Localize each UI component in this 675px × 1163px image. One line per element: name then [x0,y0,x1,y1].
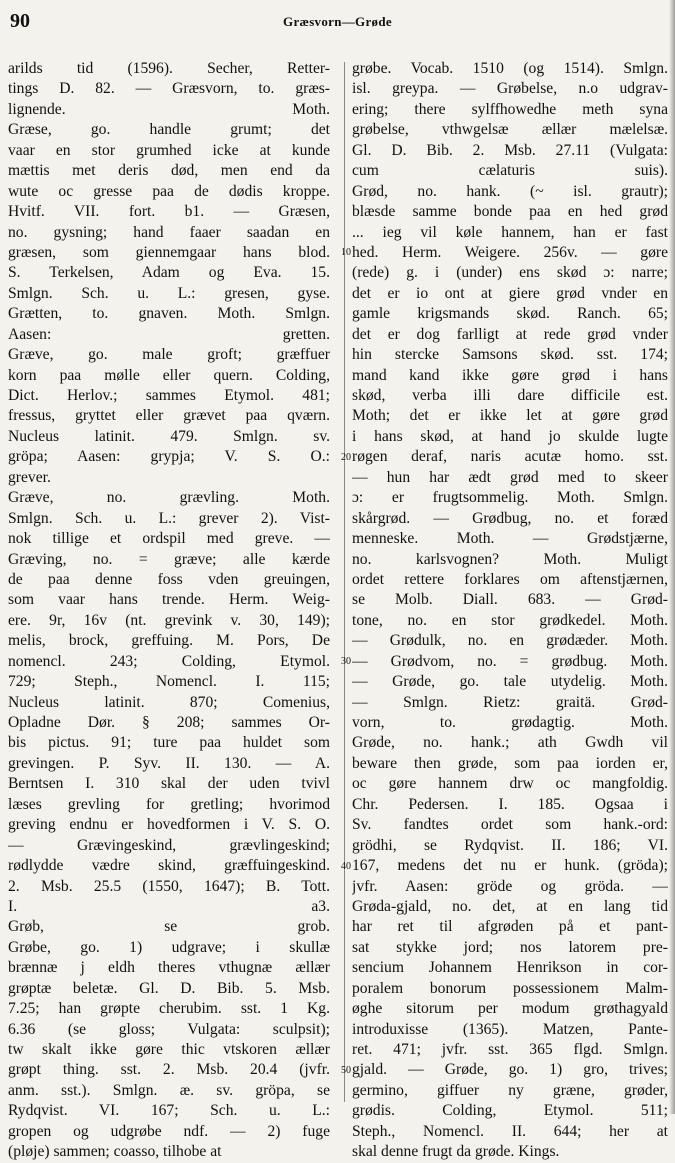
text-line: Aasen: gretten. [8,325,330,343]
text-line: Grøde, no. hank.; ath Gwdh vil [352,734,668,752]
text-line: Sv. fandtes ordet som hank.-ord: [352,816,668,834]
text-line: har ret til afgrøden på et pant- [352,918,668,936]
text-line: beware then grøde, som paa iorden er, [352,754,668,772]
text-line: sat stykke jord; nos latorem pre- [352,938,668,956]
text-line: germino, giffuer ny græne, grøder, [352,1081,668,1099]
text-line: ere. 9r, 16v (nt. grevink v. 30, 149); [8,611,330,629]
text-line: introduxisse (1365). Matzen, Pante- [352,1020,668,1038]
text-line: Chr. Pedersen. I. 185. Ogsaa i [352,795,668,813]
text-line: gjald. — Grøde, go. 1) gro, trives; [352,1061,668,1079]
text-line: skal denne frugt da grøde. Kings. [352,1143,560,1161]
text-line: Hvitf. VII. fort. b1. — Græsen, [8,203,330,221]
text-line: øghe sitorum per modum grøthagyald [352,1000,668,1018]
text-line: Grøb, se grob. [8,918,330,936]
text-line: grevingen. P. Syv. II. 130. — A. [8,754,330,772]
text-line: Nucleus latinit. 479. Smlgn. sv. [8,427,330,445]
text-line: arilds tid (1596). Secher, Retter- [8,60,330,77]
text-line: lignende. Moth. [8,100,330,118]
text-line: Græse, go. handle grumt; det [8,121,330,139]
text-line: tone, no. en stor grødkedel. Moth. [352,611,668,629]
text-line: Steph., Nomencl. II. 644; her at [352,1122,668,1140]
line-number: 30 [341,656,351,668]
text-line: røgen deraf, naris acutæ homo. sst. [352,448,668,466]
text-line: — Grøde, go. tale utydelig. Moth. [352,673,668,691]
text-line: grødis. Colding, Etymol. 511; [352,1102,668,1120]
text-line: gropen og udgrøbe ndf. — 2) fuge [8,1122,330,1140]
text-line: — Grødulk, no. en grødæder. Moth. [352,632,668,650]
text-line: Græve, go. male groft; græffuer [8,346,330,364]
text-line: ering; there sylffhowedhe meth syna [352,100,668,118]
text-line: Berntsen I. 310 skal der uden tvivl [8,775,330,793]
page-edge-shadow [669,0,675,1114]
column-divider [344,62,345,1102]
text-line: — Grævingeskind, grævlingeskind; [8,836,330,854]
text-line: sencium Johannem Henrikson in cor- [352,959,668,977]
text-line: grøbelse, vthwgelsæ ællær mælelsæ. [352,121,668,139]
text-line: — hun har ædt grød med to skeer [352,468,668,486]
text-line: no. karlsvognen? Moth. Muligt [352,550,668,568]
text-line: Smlgn. Sch. u. L.: gresen, gyse. [8,284,330,302]
text-line: (pløje) sammen; coasso, tilhobe at [8,1143,222,1161]
text-line: se Molb. Diall. 683. — Grød- [352,591,668,609]
text-line: grödhi, se Rydqvist. II. 186; VI. [352,836,668,854]
text-line: gröpa; Aasen: grypja; V. S. O.: [8,448,330,466]
text-line: poralem bonorum possessionem Malm- [352,979,668,997]
text-line: grøptæ beletæ. Gl. D. Bib. 5. Msb. [8,979,330,997]
text-line: Gl. D. Bib. 2. Msb. 27.11 (Vulgata: [352,141,668,159]
text-line: Moth; det er ikke let at gøre grød [352,407,668,425]
text-line: de paa denne foss vden greuingen, [8,570,330,588]
text-line: Opladne Dør. § 208; sammes Or- [8,714,330,731]
line-number: 20 [341,451,351,463]
text-line: I. a3. [8,897,330,915]
text-line: hin stercke Samsons skød. sst. 174; [352,346,668,364]
text-line: læses grevling for gretling; hvorimod [8,795,330,813]
text-line: ret. 471; jvfr. sst. 365 flgd. Smlgn. [352,1041,668,1058]
right-column [352,59,668,1163]
text-line: Grød, no. hank. (~ isl. grautr); [352,182,668,200]
text-line: fressus, gryttet eller grævet paa qværn. [8,407,330,425]
text-line: greving endnu er hovedformen i V. S. O. [8,816,330,834]
text-line: skød, verba illi dare difficile est. [352,387,668,404]
text-line: Rydqvist. VI. 167; Sch. u. L.: [8,1102,330,1120]
text-line: — Smlgn. Rietz: graitä. Grød- [352,693,668,711]
text-line: græsen, som giennemgaar hans blod. [8,243,330,261]
text-line: no. gysning; hand faaer saadan en [8,223,330,241]
running-head: Græsvorn—Grøde [283,14,392,29]
text-line: som vaar hans trende. Herm. Weig- [8,591,330,609]
text-line: ordet rettere forklares om aftenstjærnen, [352,570,668,588]
text-line: wute oc gresse paa de dødis kroppe. [8,182,330,200]
line-number: 10 [341,247,351,259]
text-line: rødlydde vædre skind, græffuingeskind. [8,857,330,875]
text-line: hed. Herm. Weigere. 256v. — gøre [352,243,668,261]
page-number: 90 [10,10,30,32]
text-line: cum cælaturis suis). [352,162,668,180]
text-line: grøpt thing. sst. 2. Msb. 20.4 (jvfr. [8,1061,330,1079]
text-line: korn paa mølle eller quern. Colding, [8,366,330,384]
text-line: nok tillige et ordspil med greve. — [8,530,330,548]
text-line: 6.36 (se gloss; Vulgata: sculpsit); [8,1020,330,1038]
text-line: Nucleus latinit. 870; Comenius, [8,693,330,711]
text-line: Græving, no. = græve; alle kærde [8,550,330,568]
text-line: tings D. 82. — Græsvorn, to. græs- [8,80,330,98]
text-line: vaar en stor grumhed icke at kunde [8,141,330,159]
text-line: oc gøre hannem drw oc mangfoldig. [352,775,668,793]
text-line: 2. Msb. 25.5 (1550, 1647); B. Tott. [8,877,330,895]
page-header [0,10,675,40]
text-line: grever. [8,468,51,486]
text-line: jvfr. Aasen: gröde og gröda. — [352,877,668,895]
text-line: Grøda-gjald, no. det, at en lang tid [352,897,668,915]
text-line: 7.25; han grøpte cherubim. sst. 1 Kg. [8,1000,330,1018]
text-line: mættis met deris død, men end da [8,162,330,180]
text-line: (rede) g. i (under) ens skød ɔ: narre; [352,264,668,282]
text-line: 729; Steph., Nomencl. I. 115; [8,673,330,691]
text-line: Grøbe, go. 1) udgrave; i skullæ [8,938,330,956]
left-column [8,59,330,1163]
text-line: ... ieg vil køle hannem, han er fast [352,223,668,241]
text-line: nomencl. 243; Colding, Etymol. [8,652,330,670]
text-line: melis, brock, greffuing. M. Pors, De [8,632,330,650]
text-line: ɔ: er frugtsommelig. Moth. Smlgn. [352,489,668,507]
text-line: S. Terkelsen, Adam og Eva. 15. [8,264,330,282]
text-line: det er io ont at giere grød vnder en [352,284,668,302]
text-line: grøbe. Vocab. 1510 (og 1514). Smlgn. [352,60,668,77]
text-line: isl. greypa. — Grøbelse, n.o udgrav- [352,80,668,98]
text-line: mand kand ikke gøre grød i hans [352,366,668,384]
text-line: blæsde samme bonde paa en hed grød [352,203,668,221]
text-line: Dict. Herlov.; sammes Etymol. 481; [8,387,330,404]
text-line: gamle krigsmands skød. Ranch. 65; [352,305,668,323]
text-line: menneske. Moth. — Grødstjærne, [352,530,668,548]
text-line: vorn, to. grødagtig. Moth. [352,714,668,731]
text-line: — Grødvom, no. = grødbug. Moth. [352,652,668,670]
text-line: brænnæ j eldh theres vthugnæ ællær [8,959,330,977]
text-line: tw skalt ikke gøre thic vtskoren ællær [8,1041,330,1058]
text-line: anm. sst.). Smlgn. æ. sv. gröpa, se [8,1081,330,1099]
text-line: Græve, no. grævling. Moth. [8,489,330,507]
text-line: det er dog farlligt at rede grød vnder [352,325,668,343]
line-number: 40 [341,860,351,872]
text-line: 167, medens det nu er hunk. (gröda); [352,857,668,875]
text-line: skårgrød. — Grødbug, no. et foræd [352,509,668,527]
text-line: i hans skød, at hand jo skulde lugte [352,427,668,445]
text-line: Smlgn. Sch. u. L.: grever 2). Vist- [8,509,330,527]
text-line: bis pictus. 91; ture paa huldet som [8,734,330,752]
text-line: Grætten, to. gnaven. Moth. Smlgn. [8,305,330,323]
line-number: 50 [341,1065,351,1077]
